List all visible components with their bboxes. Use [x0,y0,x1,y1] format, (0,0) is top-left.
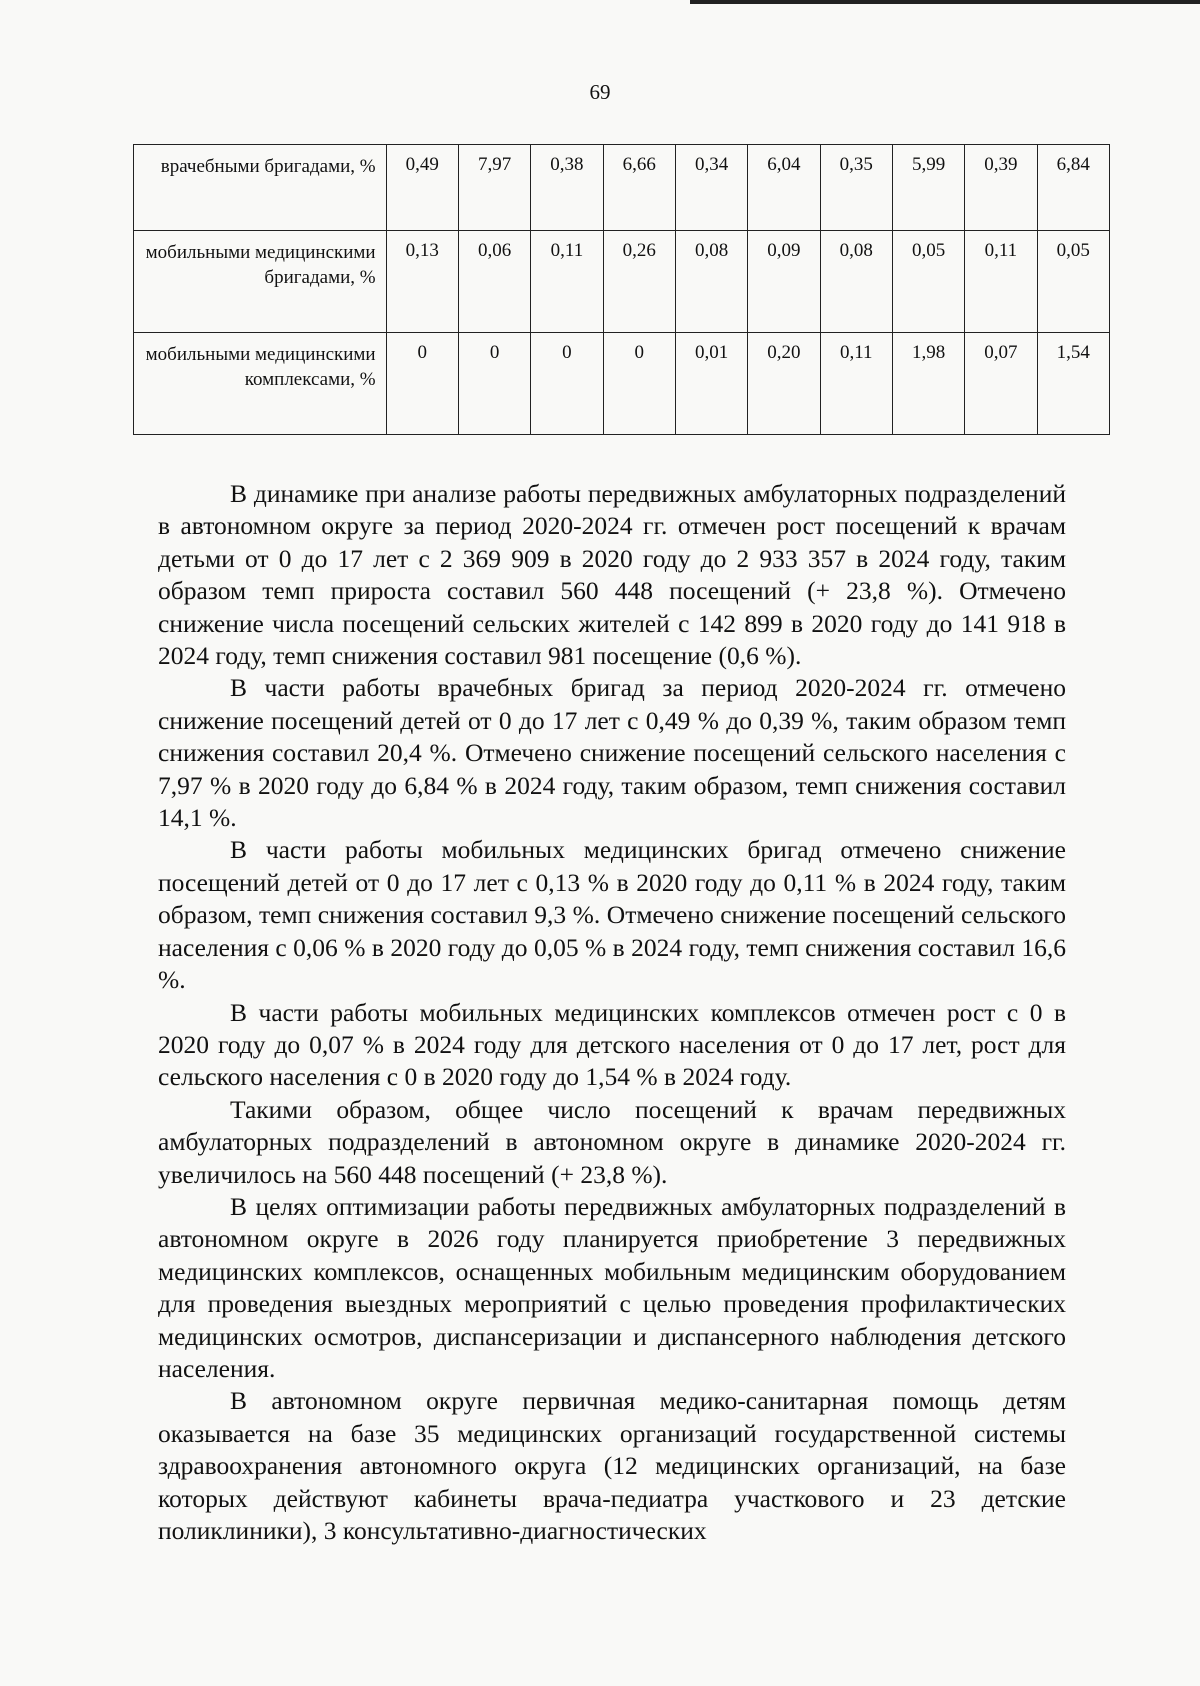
table-cell: 0 [386,333,458,435]
table-row [134,231,1110,333]
table-cell: 0 [603,333,675,435]
table-cell: 0,05 [892,231,964,333]
row-label: мобильными медицинскими бригадами, % [134,231,387,333]
table-cell: 0,13 [386,231,458,333]
table-cell: 0,39 [965,145,1037,231]
table-cell: 0,34 [675,145,747,231]
table-cell: 0,07 [965,333,1037,435]
statistics-table [133,144,1110,435]
table-row [134,333,1110,435]
table-cell: 0 [458,333,530,435]
table-cell: 6,84 [1037,145,1109,231]
table-cell: 0,06 [458,231,530,333]
body-text [158,478,1066,1547]
table-cell: 0,38 [531,145,603,231]
table-cell: 0,01 [675,333,747,435]
paragraph: В целях оптимизации работы передвижных амбулаторных подразделений в автономном округе в 2026 году планируется приобретение 3 передвижных медицинских комплексов, оснащенных мобильным медицинским оборудованием для проведения выездных мероприятий с целью проведения профилактических медицинских осмотров, диспансеризации и диспансерного наблюдения детского населения. [158,1191,1066,1383]
table-cell: 0,08 [820,231,892,333]
paragraph: В динамике при анализе работы передвижных амбулаторных подразделений в автономном округе за период 2020-2024 гг. отмечен рост посещений к врачам детьми от 0 до 17 лет с 2 369 909 в 2020 году до 2 933 357 в 2024 году, таким образом темп прироста составил 560 448 посещений (+ 23,8 %). Отмечено снижение числа посещений сельских жителей с 142 899 в 2020 году до 141 918 в 2024 году, темп снижения составил 981 посещение (0,6 %). [158,479,1066,671]
table-cell: 1,54 [1037,333,1109,435]
table-cell: 0,49 [386,145,458,231]
table-cell: 6,66 [603,145,675,231]
paragraph: Такими образом, общее число посещений к врачам передвижных амбулаторных подразделений в автономном округе в динамике 2020-2024 гг. увеличилось на 560 448 посещений (+ 23,8 %). [158,1094,1066,1189]
table-cell: 1,98 [892,333,964,435]
table-cell: 7,97 [458,145,530,231]
paragraph: В части работы мобильных медицинских бригад отмечено снижение посещений детей от 0 до 17 лет с 0,13 % в 2020 году до 0,11 % в 2024 году, таким образом, темп снижения составил 9,3 %. Отмечено снижение посещений сельского населения с 0,06 % в 2020 году до 0,05 % в 2024 году, темп снижения составил 16,6 %. [158,835,1066,995]
table-cell: 0,20 [748,333,820,435]
table-cell: 0,11 [531,231,603,333]
table-cell: 6,04 [748,145,820,231]
table-cell: 0,26 [603,231,675,333]
table-cell: 0,08 [675,231,747,333]
table-cell: 0,05 [1037,231,1109,333]
top-border-line [690,0,1200,4]
table-cell: 0 [531,333,603,435]
row-label: мобильными медицинскими комплексами, % [134,333,387,435]
table-row [134,145,1110,231]
table-cell: 0,11 [820,333,892,435]
paragraph: В части работы врачебных бригад за период 2020-2024 гг. отмечено снижение посещений детей от 0 до 17 лет с 0,49 % до 0,39 %, таким образом темп снижения составил 20,4 %. Отмечено снижение посещений сельского населения с 7,97 % в 2020 году до 6,84 % в 2024 году, таким образом, темп снижения составил 14,1 %. [158,673,1066,833]
paragraph: В части работы мобильных медицинских комплексов отмечен рост с 0 в 2020 году до 0,07 % в 2024 году для детского населения от 0 до 17 лет, рост для сельского населения с 0 в 2020 году до 1,54 % в 2024 году. [158,997,1066,1092]
row-label: врачебными бригадами, % [134,145,387,231]
table-cell: 0,09 [748,231,820,333]
table-cell: 5,99 [892,145,964,231]
paragraph: В автономном округе первичная медико-санитарная помощь детям оказывается на базе 35 медицинских организаций государственной системы здравоохранения автономного округа (12 медицинских организаций, на базе которых действуют кабинеты врача-педиатра участкового и 23 детские поликлиники), 3 консультативно-диагностических [158,1386,1066,1545]
table-cell: 0,35 [820,145,892,231]
table-cell: 0,11 [965,231,1037,333]
page-number: 69 [589,80,611,104]
